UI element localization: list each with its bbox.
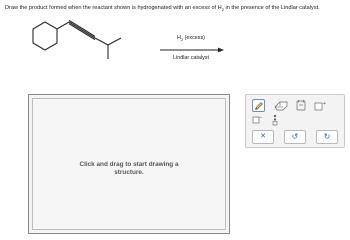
redo-button[interactable]	[316, 130, 338, 144]
reagent-label: $H_2$ (excess)	[177, 35, 205, 43]
reaction-arrow	[160, 47, 224, 53]
electron-pair-tool[interactable]	[270, 113, 280, 126]
canvas-hint	[33, 161, 225, 177]
pencil-tool[interactable]	[252, 99, 265, 112]
template-tool[interactable]	[295, 99, 307, 112]
box-minus-icon	[252, 114, 264, 125]
question-text: Draw the product formed when the reactant shown is hydrogenated with an excess of $H_2$ in the presence of the Lindlar catalyst.	[5, 5, 320, 13]
undo-button[interactable]	[284, 130, 306, 144]
pencil-icon	[254, 101, 264, 111]
canvas-hint-line-2: structure.	[114, 169, 144, 176]
charge-plus-icon	[314, 100, 328, 111]
drawing-toolbar	[245, 94, 345, 148]
clear-button[interactable]	[252, 130, 274, 144]
catalyst-label: Lindlar catalyst	[173, 55, 209, 61]
cyclohexane-ring	[33, 22, 57, 50]
charge-tool[interactable]	[314, 100, 328, 111]
eraser-tool[interactable]	[273, 100, 289, 111]
drawing-area[interactable]	[32, 98, 226, 230]
alkyne-bond	[69, 22, 95, 38]
undo-icon: ↺	[291, 132, 299, 141]
canvas-hint-line-1: Click and drag to start drawing a	[79, 161, 179, 168]
negative-charge-tool[interactable]	[252, 114, 264, 125]
clear-icon: ✕	[260, 133, 266, 140]
redo-icon: ↻	[323, 132, 331, 141]
electron-pair-icon	[270, 113, 280, 126]
eraser-icon	[273, 100, 289, 111]
charge-plus-label: +	[323, 101, 326, 107]
template-icon	[295, 99, 307, 112]
charge-minus-label: −	[259, 115, 263, 121]
drawing-canvas	[28, 94, 230, 234]
reactant-structure	[26, 18, 142, 76]
